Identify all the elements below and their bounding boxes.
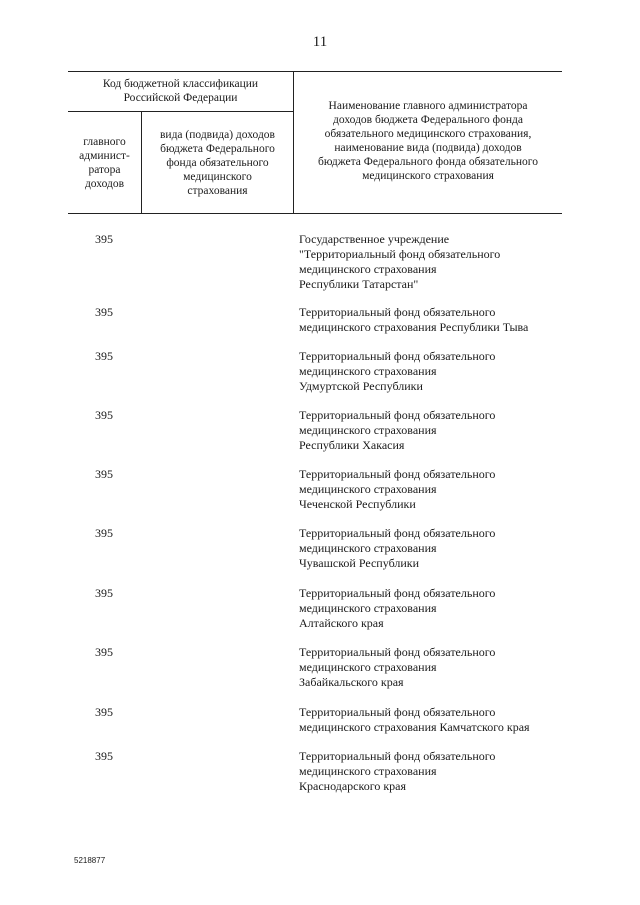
header-group-title: Код бюджетной классификации Российской Федерации xyxy=(102,78,259,104)
page-number: 11 xyxy=(312,34,328,50)
header-top-rule xyxy=(68,71,562,72)
admin-code: 395 xyxy=(95,232,113,246)
admin-name: Территориальный фонд обязательного медицинского страхования Камчатского края xyxy=(299,705,530,734)
admin-code: 395 xyxy=(95,586,113,600)
admin-code: 395 xyxy=(95,349,113,363)
admin-code: 395 xyxy=(95,467,113,481)
header-bottom-rule xyxy=(68,213,562,214)
header-col-admin: главного админист- ратора доходов xyxy=(79,136,130,190)
admin-code: 395 xyxy=(95,526,113,540)
admin-name: Территориальный фонд обязательного медицинского страхования Удмуртской Республики xyxy=(299,349,496,393)
group-divider-rule xyxy=(68,111,293,112)
admin-name: Территориальный фонд обязательного медицинского страхования Чувашской Республики xyxy=(299,526,496,570)
header-col-name: Наименование главного администратора доходов бюджета Федерального фонда обязательного медицинского страхования, наименование вида (подвида) доходов бюджета Федерального фонда обязательного медицинского страхования xyxy=(318,100,538,182)
admin-code: 395 xyxy=(95,645,113,659)
admin-name: Государственное учреждение "Территориальный фонд обязательного медицинского страхования Республики Татарстан" xyxy=(299,232,501,291)
admin-name: Территориальный фонд обязательного медицинского страхования Чеченской Республики xyxy=(299,467,496,511)
admin-name: Территориальный фонд обязательного медицинского страхования Алтайского края xyxy=(299,586,496,630)
admin-name: Территориальный фонд обязательного медицинского страхования Забайкальского края xyxy=(299,645,496,689)
admin-name: Территориальный фонд обязательного медицинского страхования Республики Тыва xyxy=(299,305,529,334)
admin-code: 395 xyxy=(95,305,113,319)
admin-name: Территориальный фонд обязательного медицинского страхования Краснодарского края xyxy=(299,749,496,793)
admin-code: 395 xyxy=(95,705,113,719)
admin-code: 395 xyxy=(95,749,113,763)
admin-name: Территориальный фонд обязательного медицинского страхования Республики Хакасия xyxy=(299,408,496,452)
document-footer-code: 5218877 xyxy=(74,856,106,865)
admin-code: 395 xyxy=(95,408,113,422)
header-col-revenue: вида (подвида) доходов бюджета Федерального фонда обязательного медицинского страхования xyxy=(160,129,275,197)
